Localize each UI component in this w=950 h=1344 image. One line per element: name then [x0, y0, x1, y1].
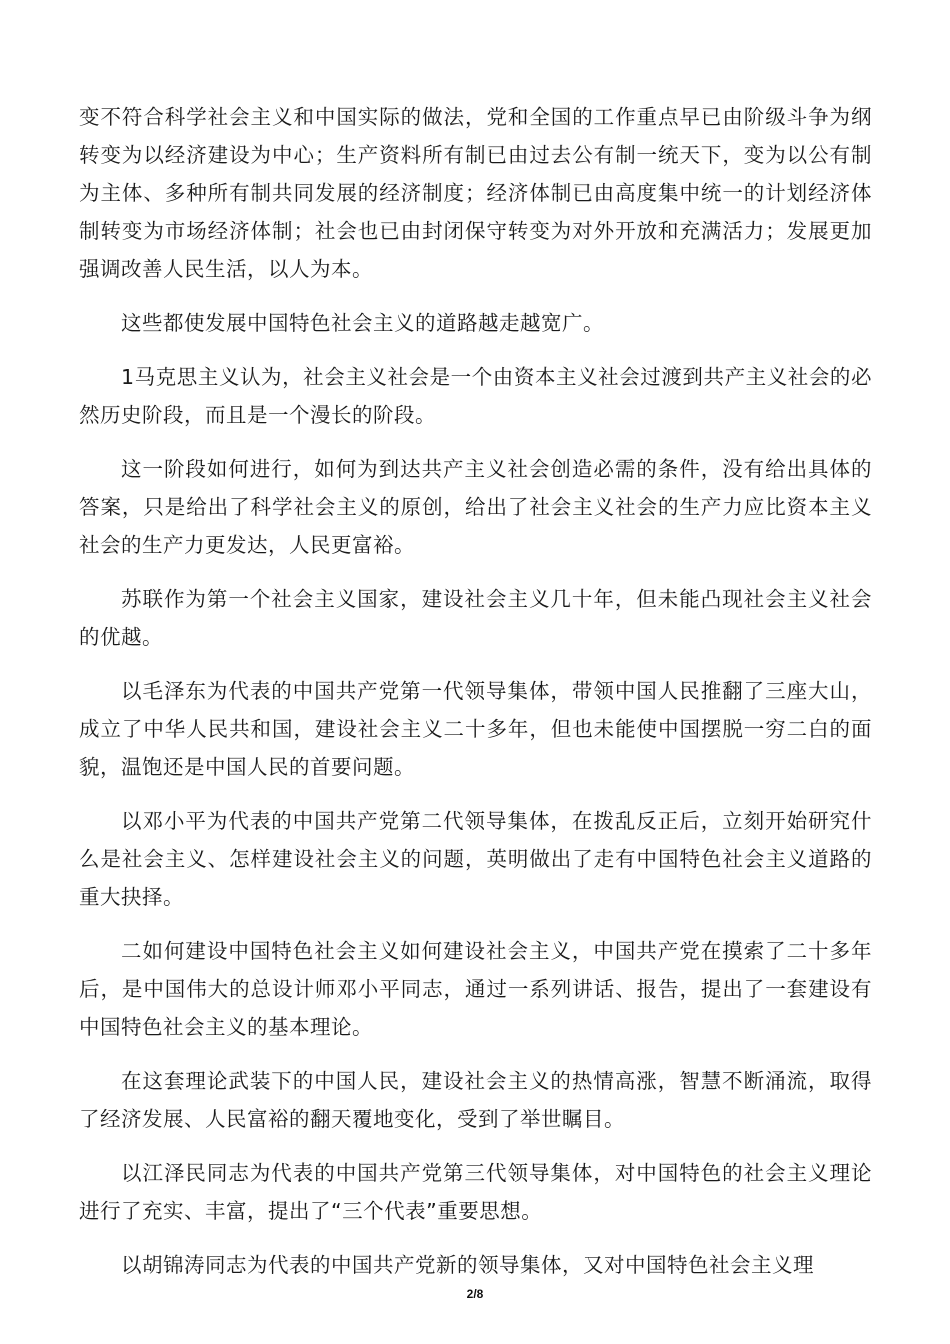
paragraph-11: 以胡锦涛同志为代表的中国共产党新的领导集体，又对中国特色社会主义理 — [121, 1253, 814, 1277]
paragraph-8: 二如何建设中国特色社会主义如何建设社会主义，中国共产党在摸索了二十多年后，是中国伟大的总设计师邓小平同志，通过一系列讲话、报告，提出了一套建设有中国特色社会主义的基本理论。 — [79, 939, 872, 1039]
paragraph-4: 这一阶段如何进行，如何为到达共产主义社会创造必需的条件，没有给出具体的答案，只是给出了科学社会主义的原创，给出了社会主义社会的生产力应比资本主义社会的生产力更发达，人民更富裕。 — [79, 457, 872, 557]
document-body — [79, 98, 872, 1300]
paragraph-9: 在这套理论武装下的中国人民，建设社会主义的热情高涨，智慧不断涌流，取得了经济发展、人民富裕的翻天覆地变化，受到了举世瞩目。 — [79, 1069, 872, 1131]
page-number: 2/8 — [466, 1287, 484, 1301]
paragraph-10: 以江泽民同志为代表的中国共产党第三代领导集体，对中国特色的社会主义理论进行了充实、丰富，提出了“三个代表”重要思想。 — [79, 1161, 872, 1223]
paragraph-6: 以毛泽东为代表的中国共产党第一代领导集体，带领中国人民推翻了三座大山，成立了中华人民共和国，建设社会主义二十多年，但也未能使中国摆脱一穷二白的面貌，温饱还是中国人民的首要问题。 — [79, 679, 872, 779]
paragraph-1: 变不符合科学社会主义和中国实际的做法，党和全国的工作重点早已由阶级斗争为纲转变为以经济建设为中心；生产资料所有制已由过去公有制一统天下，变为以公有制为主体、多种所有制共同发展的经济制度；经济体制已由高度集中统一的计划经济体制转变为市场经济体制；社会也已由封闭保守转变为对外开放和充满活力；发展更加强调改善人民生活，以人为本。 — [79, 105, 872, 281]
paragraph-5: 苏联作为第一个社会主义国家，建设社会主义几十年，但未能凸现社会主义社会的优越。 — [79, 587, 872, 649]
paragraph-3: 1马克思主义认为，社会主义社会是一个由资本主义社会过渡到共产主义社会的必然历史阶段，而且是一个漫长的阶段。 — [79, 365, 872, 427]
paragraph-2: 这些都使发展中国特色社会主义的道路越走越宽广。 — [121, 311, 604, 335]
paragraph-7: 以邓小平为代表的中国共产党第二代领导集体，在拨乱反正后，立刻开始研究什么是社会主义、怎样建设社会主义的问题，英明做出了走有中国特色社会主义道路的重大抉择。 — [79, 809, 872, 909]
